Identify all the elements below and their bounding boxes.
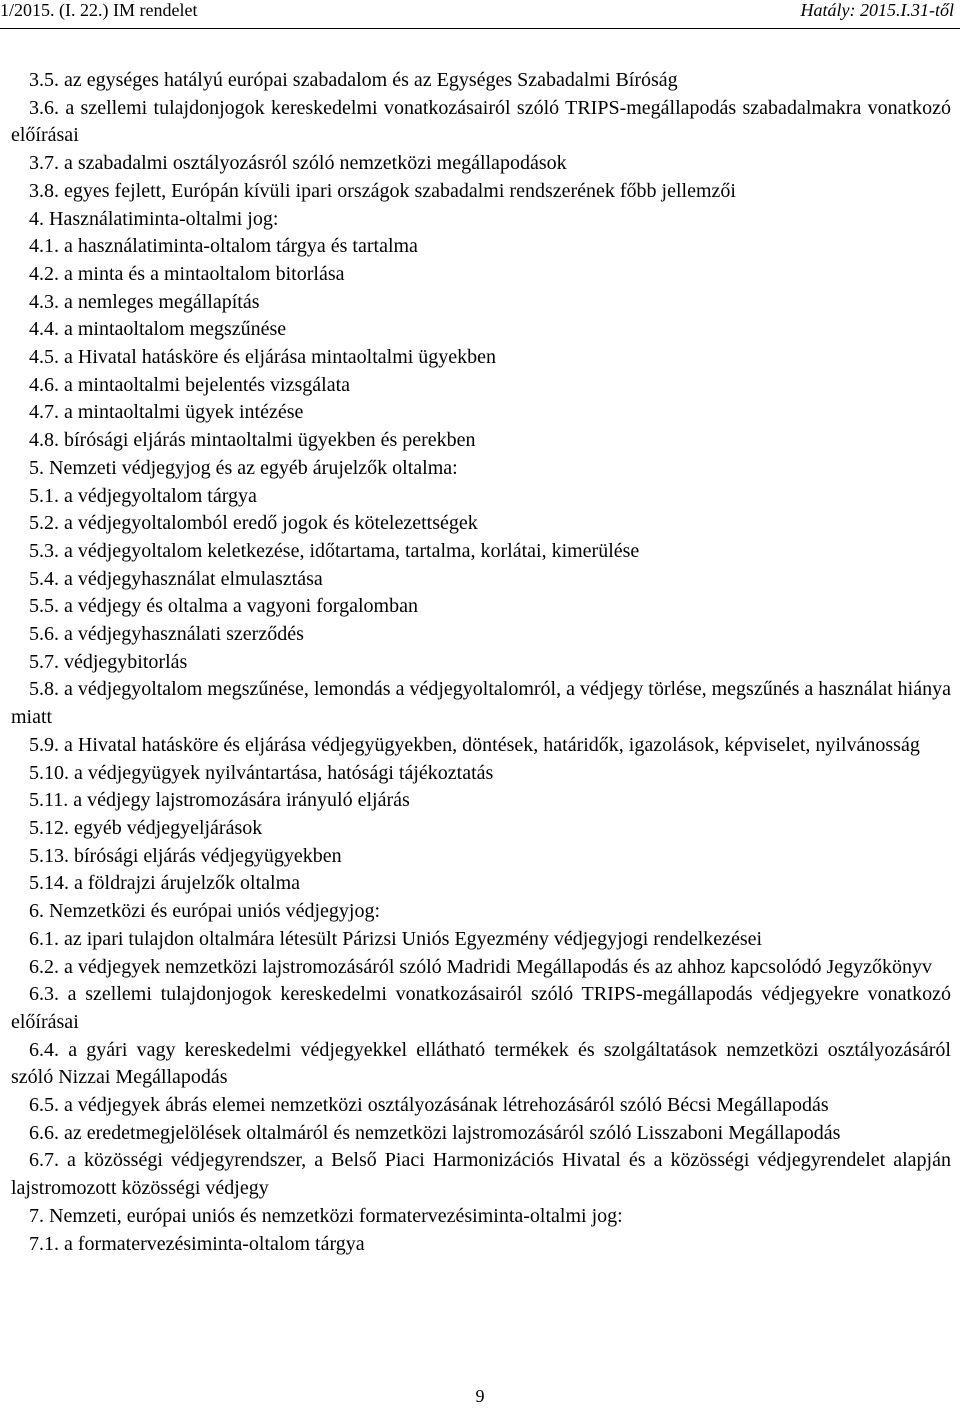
section-heading-6: 6. Nemzetközi és európai uniós védjegyjog: [29, 900, 381, 923]
list-item-6-4: 6.4. a gyári vagy kereskedelmi védjegyekkel ellátható termékek és szolgáltatások nemzetközi osztályozásáról szóló Nizzai Megállapodás [11, 1038, 951, 1089]
list-item-5-11: 5.11. a védjegy lajstromozására irányuló eljárás [29, 789, 410, 812]
header-effective-date: Hatály: 2015.I.31-től [800, 0, 954, 20]
list-item-5-10: 5.10. a védjegyügyek nyilvántartása, hatósági tájékoztatás [29, 761, 494, 784]
list-item-4-3: 4.3. a nemleges megállapítás [29, 290, 260, 313]
section-heading-7: 7. Nemzeti, európai uniós és nemzetközi formatervezésiminta-oltalmi jog: [29, 1204, 623, 1227]
header-regulation-title: 1/2015. (I. 22.) IM rendelet [0, 0, 198, 20]
list-item-5-12: 5.12. egyéb védjegyeljárások [29, 816, 263, 839]
list-item-3-5: 3.5. az egységes hatályú európai szabadalom és az Egységes Szabadalmi Bíróság [29, 69, 678, 91]
list-item-5-14: 5.14. a földrajzi árujelzők oltalma [29, 872, 301, 895]
list-item-5-2: 5.2. a védjegyoltalomból eredő jogok és kötelezettségek [29, 512, 478, 535]
section-heading-4: 4. Használatiminta-oltalmi jog: [29, 207, 279, 230]
list-item-4-4: 4.4. a mintaoltalom megszűnése [29, 318, 287, 341]
list-item-3-8: 3.8. egyes fejlett, Európán kívüli ipari országok szabadalmi rendszerének főbb jellemzői [29, 179, 736, 202]
section-heading-5: 5. Nemzeti védjegyjog és az egyéb árujelzők oltalma: [29, 456, 458, 479]
list-item-4-5: 4.5. a Hivatal hatásköre és eljárása mintaoltalmi ügyekben [29, 346, 497, 369]
list-item-5-8: 5.8. a védjegyoltalom megszűnése, lemondás a védjegyoltalomról, a védjegy törlése, megszűnés a használat hiánya miatt [11, 678, 951, 729]
list-item-5-1: 5.1. a védjegyoltalom tárgya [29, 484, 257, 507]
list-item-4-7: 4.7. a mintaoltalmi ügyek intézése [29, 401, 304, 424]
list-item-3-6: 3.6. a szellemi tulajdonjogok kereskedelmi vonatkozásairól szóló TRIPS-megállapodás szabadalmakra vonatkozó előírásai [11, 96, 951, 147]
list-item-7-1: 7.1. a formatervezésiminta-oltalom tárgya [29, 1232, 365, 1255]
list-item-6-7: 6.7. a közösségi védjegyrendszer, a Belső Piaci Harmonizációs Hivatal és a közösségi védjegyrendelet alapján lajstromozott közösségi védjegy [11, 1149, 951, 1200]
list-item-5-13: 5.13. bírósági eljárás védjegyügyekben [29, 844, 342, 867]
list-item-6-6: 6.6. az eredetmegjelölések oltalmáról és nemzetközi lajstromozásáról szóló Lisszaboni Megállapodás [29, 1121, 841, 1144]
list-item-4-6: 4.6. a mintaoltalmi bejelentés vizsgálata [29, 373, 351, 396]
list-item-5-6: 5.6. a védjegyhasználati szerződés [29, 623, 304, 646]
list-item-4-1: 4.1. a használatiminta-oltalom tárgya és tartalma [29, 235, 418, 258]
list-item-4-8: 4.8. bírósági eljárás mintaoltalmi ügyekben és perekben [29, 429, 476, 452]
list-item-6-1: 6.1. az ipari tulajdon oltalmára létesült Párizsi Uniós Egyezmény védjegyjogi rendelkezései [29, 927, 763, 950]
page-header [0, 0, 960, 29]
document-body [11, 67, 951, 1258]
list-item-5-3: 5.3. a védjegyoltalom keletkezése, időtartama, tartalma, korlátai, kimerülése [29, 539, 640, 562]
list-item-3-7: 3.7. a szabadalmi osztályozásról szóló nemzetközi megállapodások [29, 152, 567, 175]
list-item-4-2: 4.2. a minta és a mintaoltalom bitorlása [29, 262, 345, 285]
list-item-5-5: 5.5. a védjegy és oltalma a vagyoni forgalomban [29, 595, 418, 618]
list-item-5-7: 5.7. védjegybitorlás [29, 650, 188, 673]
list-item-6-5: 6.5. a védjegyek ábrás elemei nemzetközi osztályozásának létrehozásáról szóló Bécsi Megállapodás [29, 1094, 829, 1117]
list-item-6-3: 6.3. a szellemi tulajdonjogok kereskedelmi vonatkozásairól szóló TRIPS-megállapodás védjegyekre vonatkozó előírásai [11, 983, 951, 1033]
list-item-5-4: 5.4. a védjegyhasználat elmulasztása [29, 567, 323, 590]
list-item-6-2: 6.2. a védjegyek nemzetközi lajstromozásáról szóló Madridi Megállapodás és az ahhoz kapcsolódó Jegyzőkönyv [29, 955, 933, 978]
page-number: 9 [475, 1386, 485, 1406]
list-item-5-9: 5.9. a Hivatal hatásköre és eljárása védjegyügyekben, döntések, határidők, igazolások, képviselet, nyilvánosság [29, 733, 920, 756]
